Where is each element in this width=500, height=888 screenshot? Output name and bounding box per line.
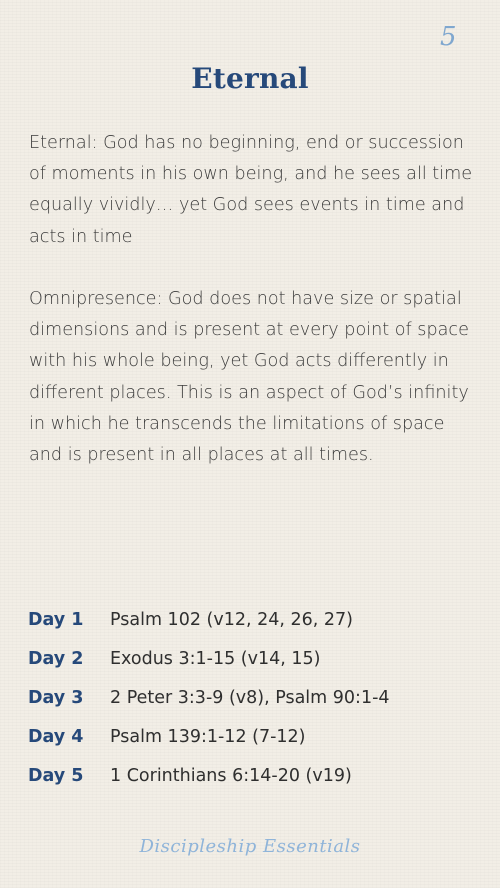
passage-reference: Exodus 3:1-15 (v14, 15) bbox=[110, 648, 321, 669]
day-label: Day 2 bbox=[28, 648, 84, 669]
definition-eternal: Eternal: God has no beginning, end or succession of moments in his own being, and he sees all time equally vividly… yet God sees events in time and acts in time bbox=[29, 133, 473, 247]
day-label: Day 5 bbox=[28, 765, 84, 786]
reading-row-day-5 bbox=[28, 756, 478, 795]
page-title: Eternal bbox=[191, 62, 309, 95]
passage-reference: Psalm 102 (v12, 24, 26, 27) bbox=[110, 609, 353, 630]
reading-row-day-3 bbox=[28, 678, 478, 717]
day-label: Day 3 bbox=[28, 687, 84, 708]
reading-row-day-4 bbox=[28, 717, 478, 756]
page-number: 5 bbox=[440, 22, 457, 52]
day-label: Day 1 bbox=[28, 609, 84, 630]
passage-reference: 1 Corinthians 6:14-20 (v19) bbox=[110, 765, 352, 786]
passage-reference: 2 Peter 3:3-9 (v8), Psalm 90:1-4 bbox=[110, 687, 390, 708]
definition-omnipresence: Omnipresence: God does not have size or spatial dimensions and is present at every point of space with his whole being, yet God acts differently in different places. This is an aspect of God’s infinity in which he transcends the limitations of space and is present in all places at all times. bbox=[29, 289, 469, 466]
day-label: Day 4 bbox=[28, 726, 84, 747]
reading-row-day-2 bbox=[28, 639, 478, 678]
passage-reference: Psalm 139:1-12 (7-12) bbox=[110, 726, 306, 747]
reading-plan bbox=[28, 600, 478, 795]
footer-brand-logo: Discipleship Essentials bbox=[139, 836, 361, 857]
reading-row-day-1 bbox=[28, 600, 478, 639]
